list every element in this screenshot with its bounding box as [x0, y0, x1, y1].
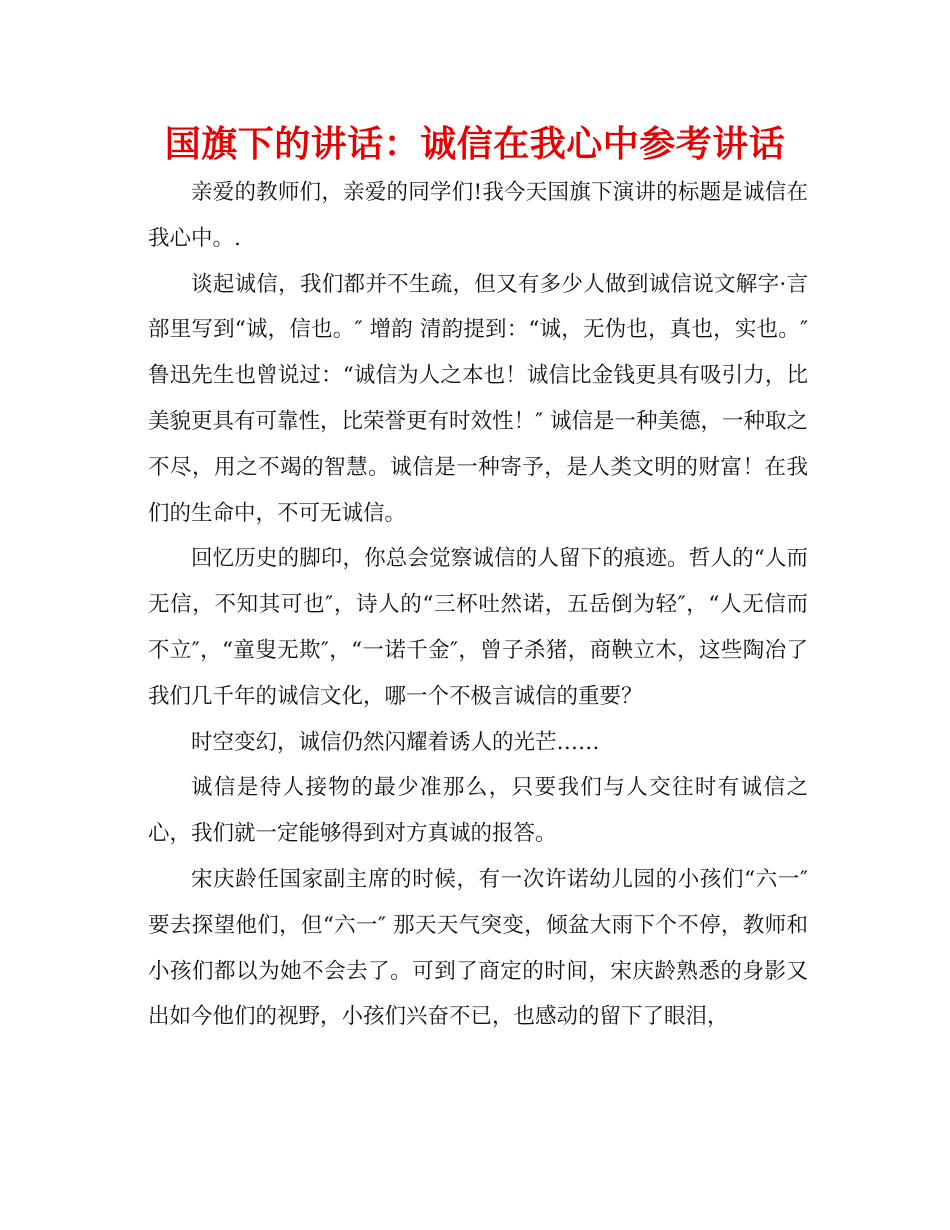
paragraph-principle: 诚信是待人接物的最少准那么，只要我们与人交往时有诚信之心，我们就一定能够得到对方真诚的报答。: [148, 775, 808, 847]
paragraph-history: 回忆历史的脚印，你总会觉察诚信的人留下的痕迹。哲人的“人而无信，不知其可也″，诗人的“三杯吐然诺，五岳倒为轻″，“人无信而不立″，“童叟无欺″，“一诺千金″，曾子杀猪，商鞅立木，这些陶冶了我们几千年的诚信文化，哪一个不极言诚信的重要？: [148, 546, 808, 709]
paragraph-definition: 谈起诚信，我们都并不生疏，但又有多少人做到诚信说文解字·言部里写到“诚，信也。″ 增韵 清韵提到：“诚，无伪也，真也，实也。″ 鲁迅先生也曾说过：“诚信为人之本也！诚信比金钱更具有吸引力，比美貌更具有可靠性，比荣誉更有时效性！″ 诚信是一种美德，一种取之不尽，用之不竭的智慧。诚信是一种寄予，是人类文明的财富！在我们的生命中，不可无诚信。: [148, 271, 808, 526]
document-body: [148, 170, 808, 1040]
paragraph-transition: 时空变幻，诚信仍然闪耀着诱人的光芒……: [191, 729, 600, 755]
document-title: 国旗下的讲话：诚信在我心中参考讲话: [164, 124, 786, 165]
paragraph-story: 宋庆龄任国家副主席的时候，有一次许诺幼儿园的小孩们“六一″ 要去探望他们，但“六一″ 那天天气突变，倾盆大雨下个不停，教师和小孩们都以为她不会去了。可到了商定的时间，宋庆龄熟悉的身影又出如今他们的视野，小孩们兴奋不已，也感动的留下了眼泪，: [148, 866, 808, 1030]
paragraph-greeting: 亲爱的教师们，亲爱的同学们!我今天国旗下演讲的标题是诚信在我心中。.: [148, 180, 808, 251]
